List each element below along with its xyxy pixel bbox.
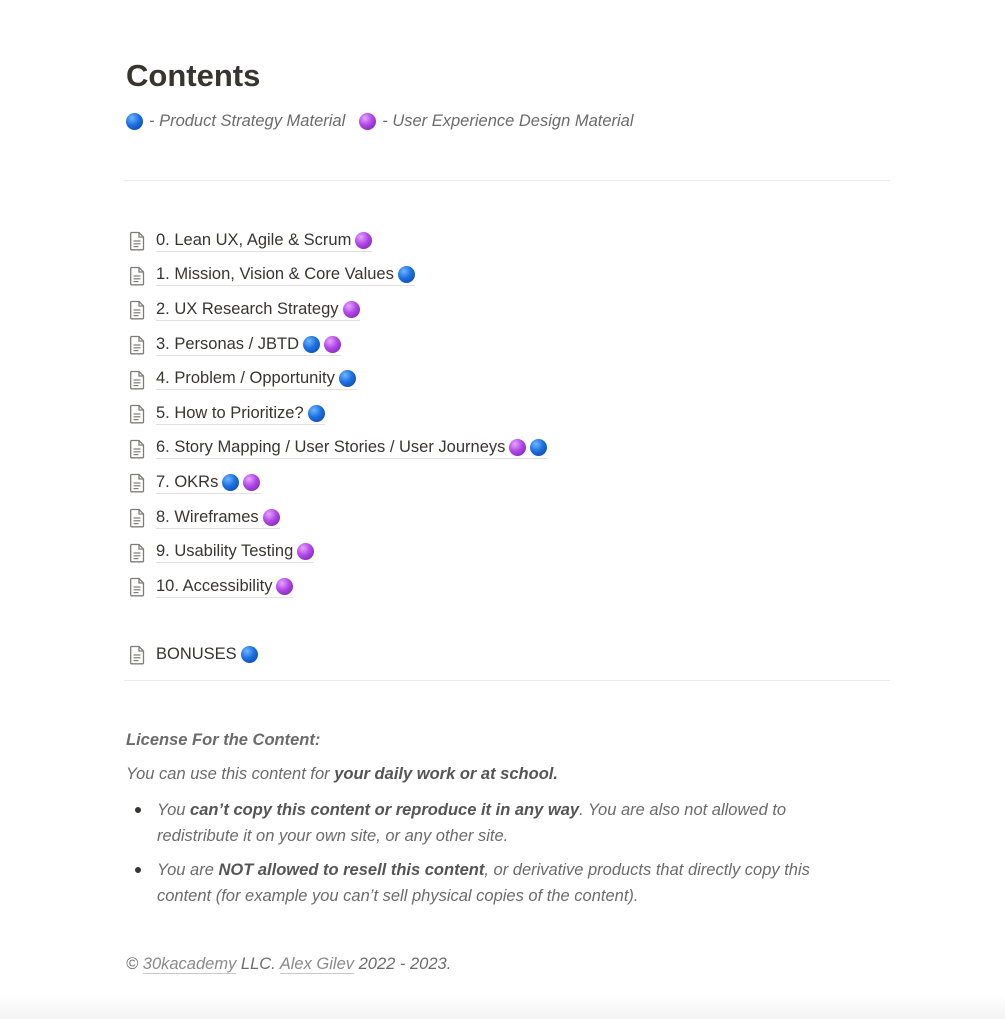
link-alex-gilev[interactable]: Alex Gilev [279,955,355,973]
license-intro: You can use this content for your daily work or at school. [126,765,558,783]
page-icon [126,230,148,252]
page-link-label: 10. Accessibility [156,576,273,595]
license-title: License For the Content: [126,731,321,749]
blue-dot-icon [126,113,143,130]
page-icon [126,576,148,598]
table-of-contents [126,224,547,605]
page-link-label: 9. Usability Testing [156,542,294,561]
page-link[interactable] [156,369,356,390]
page-link-label: 0. Lean UX, Agile & Scrum [156,230,352,249]
page-link[interactable] [156,335,341,356]
page-link[interactable] [156,508,280,529]
bullet-dot-icon [135,807,141,813]
page-link-label: 5. How to Prioritize? [156,403,304,422]
page-link-label: 6. Story Mapping / User Stories / User Journeys [156,438,506,457]
page-link-label: 8. Wireframes [156,507,259,526]
blue-dot-icon [241,646,258,663]
page-link[interactable] [156,577,293,598]
page-icon [126,438,148,460]
toc-item[interactable] [126,397,547,432]
page-link-label: 1. Mission, Vision & Core Values [156,265,394,284]
page-link[interactable] [156,404,325,425]
toc-item[interactable] [126,259,547,294]
purple-dot-icon [355,232,372,249]
toc-item[interactable] [126,328,547,363]
blue-dot-icon [308,405,325,422]
page-link[interactable] [156,473,260,494]
purple-dot-icon [243,474,260,491]
page-icon [126,299,148,321]
blue-dot-icon [398,266,415,283]
page-link-label: 3. Personas / JBTD [156,334,300,353]
blue-dot-icon [222,474,239,491]
page-link[interactable] [156,231,372,252]
page-icon [126,542,148,564]
toc-item[interactable] [126,293,547,328]
page-icon [126,644,148,666]
license-bullet: You are NOT allowed to resell this content, or derivative products that directly copy this content (for example you can’t sell physical copies of the content). [126,857,866,909]
page-link-label: 2. UX Research Strategy [156,299,339,318]
toc-item[interactable] [126,466,547,501]
page-icon [126,265,148,287]
page-link-label: BONUSES [156,645,237,663]
legend [126,110,634,132]
purple-dot-icon [324,336,341,353]
divider [124,680,890,681]
copyright: © 30kacademy LLC. Alex Gilev 2022 - 2023. [126,955,452,973]
license-bullet: You can’t copy this content or reproduce it in any way. You are also not allowed to redistribute it on your own site, or any other site. [126,797,866,849]
divider [124,180,890,181]
page-link[interactable] [156,438,547,459]
toc-item[interactable] [126,501,547,536]
toc-item[interactable] [126,535,547,570]
page-link[interactable] [156,542,314,563]
legend-ux-design: - User Experience Design Material [382,112,634,130]
toc-item[interactable] [126,362,547,397]
license-bullets [126,797,866,917]
page-link-label: 4. Problem / Opportunity [156,369,335,388]
purple-dot-icon [343,301,360,318]
page-link-label: 7. OKRs [156,472,219,491]
toc-item[interactable] [126,224,547,259]
purple-dot-icon [359,113,376,130]
page-link[interactable] [156,300,360,321]
page-link[interactable] [156,645,258,665]
blue-dot-icon [339,370,356,387]
page-icon [126,334,148,356]
copyright-symbol: © [126,955,139,973]
purple-dot-icon [509,439,526,456]
blue-dot-icon [303,336,320,353]
legend-product-strategy: - Product Strategy Material [149,112,346,130]
link-30kacademy[interactable]: 30kacademy [142,955,237,973]
toc-item[interactable] [126,570,547,605]
toc-item[interactable] [126,432,547,467]
blue-dot-icon [530,439,547,456]
page-icon [126,369,148,391]
purple-dot-icon [297,543,314,560]
purple-dot-icon [276,578,293,595]
page-icon [126,507,148,529]
bonus-page-link[interactable] [126,638,258,672]
purple-dot-icon [263,509,280,526]
bullet-dot-icon [135,867,141,873]
bottom-shade [0,995,1005,1019]
page-title: Contents [126,58,261,93]
page-icon [126,472,148,494]
page-icon [126,403,148,425]
page-link[interactable] [156,265,415,286]
